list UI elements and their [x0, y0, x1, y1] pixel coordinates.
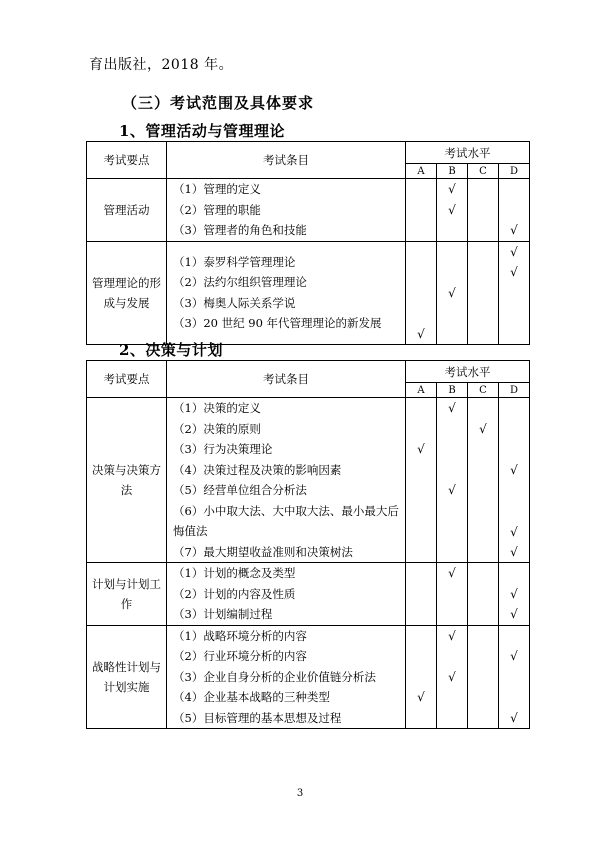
check-mark	[437, 584, 467, 605]
check-mark	[406, 242, 436, 263]
check-mark	[499, 687, 529, 708]
exam-item: （1）决策的定义	[173, 401, 261, 415]
level-col-b	[437, 241, 468, 345]
level-col-d	[499, 398, 530, 563]
exam-item: （6）小中取大法、大中取大法、最小最大后悔值法	[173, 503, 399, 538]
level-header-c: C	[468, 383, 499, 398]
check-mark	[437, 501, 467, 542]
check-mark	[468, 708, 498, 729]
header-exam-point: 考试要点	[87, 142, 167, 179]
check-mark	[437, 460, 467, 481]
level-col-a	[406, 625, 437, 729]
check-mark	[499, 398, 529, 419]
level-col-c	[468, 398, 499, 563]
check-mark: √	[510, 544, 518, 559]
check-mark	[406, 480, 436, 501]
check-mark	[468, 242, 498, 263]
level-header-a: A	[406, 383, 437, 398]
level-col-b	[437, 179, 468, 242]
exam-items-cell	[167, 398, 406, 563]
exam-item: （2）行业环境分析的内容	[173, 649, 307, 663]
exam-item: （2）计划的内容及性质	[173, 586, 296, 601]
level-col-a	[406, 398, 437, 563]
exam-point: 计划与计划工作	[87, 563, 167, 626]
check-mark: √	[448, 401, 456, 415]
check-mark	[499, 667, 529, 688]
table-row	[87, 563, 530, 626]
check-mark	[468, 460, 498, 481]
check-mark	[406, 398, 436, 419]
level-col-c	[468, 563, 499, 626]
check-mark	[406, 200, 436, 221]
check-mark	[499, 200, 529, 221]
check-mark	[437, 439, 467, 460]
check-mark	[406, 584, 436, 605]
check-mark	[406, 283, 436, 304]
exam-table-decision	[86, 360, 530, 729]
check-mark	[437, 242, 467, 263]
table-1-title: 1、管理活动与管理理论	[119, 122, 285, 140]
exam-point: 管理理论的形成与发展	[87, 241, 167, 345]
header-exam-items: 考试条目	[167, 361, 406, 398]
check-mark: √	[510, 223, 518, 237]
exam-item: （2）法约尔组织管理理论	[173, 275, 307, 290]
check-mark	[468, 220, 498, 241]
check-mark	[437, 708, 467, 729]
table-row	[87, 241, 530, 345]
exam-item: （4）决策过程及决策的影响因素	[173, 462, 342, 477]
exam-item: （3）梅奥人际关系学说	[173, 295, 296, 310]
check-mark	[437, 646, 467, 667]
check-mark	[406, 262, 436, 283]
exam-table-management	[86, 141, 530, 345]
check-mark	[468, 542, 498, 563]
level-header-c: C	[468, 164, 499, 179]
exam-point: 决策与决策方法	[87, 398, 167, 563]
check-mark	[437, 604, 467, 625]
check-mark	[468, 501, 498, 542]
exam-item: （1）战略环境分析的内容	[173, 628, 307, 643]
table-row	[87, 179, 530, 242]
exam-items-cell	[167, 563, 406, 626]
header-exam-point: 考试要点	[87, 361, 167, 398]
exam-item: （3）计划编制过程	[173, 607, 273, 621]
level-col-d	[499, 625, 530, 729]
exam-item: （1）泰罗科学管理理论	[173, 254, 296, 269]
exam-point: 战略性计划与计划实施	[87, 625, 167, 729]
exam-item: （3）行为决策理论	[173, 442, 273, 456]
exam-item: （5）目标管理的基本思想及过程	[173, 710, 342, 725]
exam-item: （2）管理的职能	[173, 202, 261, 217]
check-mark: √	[510, 462, 518, 477]
check-mark	[406, 646, 436, 667]
header-exam-level: 考试水平	[406, 142, 530, 164]
check-mark: √	[510, 244, 518, 259]
check-mark: √	[448, 628, 456, 643]
exam-item: （5）经营单位组合分析法	[173, 483, 307, 497]
check-mark	[499, 480, 529, 501]
level-col-b	[437, 398, 468, 563]
check-mark: √	[510, 607, 518, 621]
check-mark	[406, 563, 436, 584]
exam-items-cell	[167, 179, 406, 242]
check-mark	[406, 604, 436, 625]
level-col-c	[468, 179, 499, 242]
level-header-a: A	[406, 164, 437, 179]
check-mark	[499, 179, 529, 200]
check-mark: √	[448, 483, 456, 497]
header-exam-level: 考试水平	[406, 361, 530, 383]
table-2-title: 2、决策与计划	[119, 341, 223, 359]
check-mark	[406, 220, 436, 241]
page-number: 3	[296, 788, 304, 799]
check-mark	[468, 200, 498, 221]
check-mark	[499, 303, 529, 344]
check-mark	[406, 501, 436, 542]
exam-item: （1）管理的定义	[173, 182, 261, 196]
check-mark	[499, 626, 529, 647]
table-row	[87, 398, 530, 563]
check-mark	[499, 563, 529, 584]
check-mark	[468, 303, 498, 344]
intro-text: 育出版社，2018 年。	[89, 57, 234, 73]
check-mark: √	[510, 524, 518, 539]
check-mark	[437, 220, 467, 241]
check-mark	[468, 179, 498, 200]
table-row	[87, 625, 530, 729]
level-col-a	[406, 179, 437, 242]
check-mark	[468, 480, 498, 501]
exam-item: （2）决策的原则	[173, 421, 261, 436]
check-mark: √	[448, 285, 456, 300]
check-mark	[468, 439, 498, 460]
check-mark	[437, 542, 467, 563]
exam-point: 管理活动	[87, 179, 167, 242]
level-col-d	[499, 179, 530, 242]
check-mark	[406, 708, 436, 729]
check-mark	[468, 646, 498, 667]
check-mark: √	[510, 649, 518, 663]
check-mark	[468, 262, 498, 283]
exam-items-cell	[167, 625, 406, 729]
exam-items-cell	[167, 241, 406, 345]
check-mark: √	[510, 586, 518, 601]
check-mark: √	[448, 202, 456, 217]
level-header-b: B	[437, 383, 468, 398]
exam-item: （4）企业基本战略的三种类型	[173, 690, 330, 704]
check-mark	[406, 542, 436, 563]
exam-item: （1）计划的概念及类型	[173, 566, 296, 580]
level-col-c	[468, 241, 499, 345]
exam-item: （7）最大期望收益准则和决策树法	[173, 544, 353, 559]
header-exam-items: 考试条目	[167, 142, 406, 179]
check-mark	[468, 667, 498, 688]
level-col-b	[437, 625, 468, 729]
check-mark: √	[479, 421, 487, 436]
check-mark	[406, 419, 436, 440]
check-mark: √	[510, 265, 518, 279]
level-col-b	[437, 563, 468, 626]
check-mark	[406, 626, 436, 647]
check-mark	[406, 667, 436, 688]
check-mark	[406, 460, 436, 481]
exam-item: （3）管理者的角色和技能	[173, 223, 307, 237]
check-mark	[499, 439, 529, 460]
check-mark	[468, 626, 498, 647]
check-mark	[468, 687, 498, 708]
level-col-d	[499, 241, 530, 345]
exam-item: （3）企业自身分析的企业价值链分析法	[173, 669, 376, 684]
check-mark: √	[417, 442, 425, 456]
level-col-a	[406, 241, 437, 345]
check-mark	[468, 563, 498, 584]
check-mark: √	[448, 669, 456, 684]
check-mark	[499, 283, 529, 304]
check-mark	[468, 584, 498, 605]
check-mark: √	[417, 327, 425, 341]
check-mark: √	[417, 690, 425, 704]
check-mark: √	[448, 566, 456, 580]
level-col-d	[499, 563, 530, 626]
check-mark	[468, 604, 498, 625]
level-col-a	[406, 563, 437, 626]
check-mark	[437, 262, 467, 283]
check-mark: √	[510, 710, 518, 725]
level-col-c	[468, 625, 499, 729]
section-title: （三）考试范围及具体要求	[122, 94, 315, 112]
check-mark	[437, 303, 467, 344]
check-mark: √	[448, 182, 456, 196]
level-header-b: B	[437, 164, 468, 179]
check-mark	[437, 687, 467, 708]
check-mark	[499, 419, 529, 440]
check-mark	[406, 179, 436, 200]
exam-item: （3）20 世纪 90 年代管理理论的新发展	[173, 316, 382, 331]
level-header-d: D	[499, 164, 530, 179]
level-header-d: D	[499, 383, 530, 398]
check-mark	[468, 398, 498, 419]
check-mark	[468, 283, 498, 304]
check-mark	[437, 419, 467, 440]
